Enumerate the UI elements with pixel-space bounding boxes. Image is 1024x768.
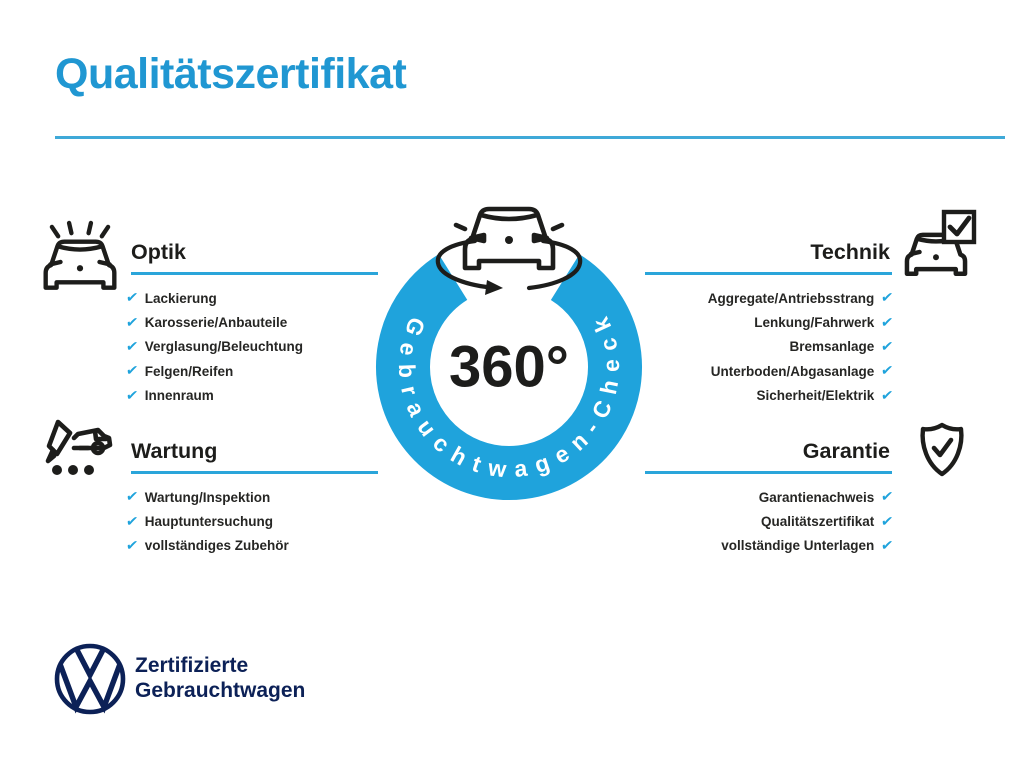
check-icon: ✔ xyxy=(124,290,139,307)
badge-ring-label: Gebrauchtwagen-Check xyxy=(393,313,625,483)
item-label: Bremsanlage xyxy=(789,339,875,355)
footer-line2: Gebrauchtwagen xyxy=(135,679,306,702)
item-label: Hauptuntersuchung xyxy=(144,514,273,530)
check-icon: ✔ xyxy=(124,513,139,530)
check-icon: ✔ xyxy=(880,290,895,307)
car-front-rotation-icon xyxy=(438,209,580,295)
check-icon: ✔ xyxy=(880,513,895,530)
section-heading-wartung: Wartung xyxy=(131,439,218,463)
check-icon: ✔ xyxy=(880,489,895,506)
section-heading-optik: Optik xyxy=(131,240,186,264)
shield-check-icon xyxy=(915,420,969,482)
page-title: Qualitätszertifikat xyxy=(55,50,407,98)
item-label: Sicherheit/Elektrik xyxy=(756,388,875,404)
vw-logo xyxy=(52,641,128,717)
item-label: Lenkung/Fahrwerk xyxy=(754,315,875,331)
item-label: Innenraum xyxy=(144,388,214,404)
footer-line1: Zertifizierte xyxy=(135,654,249,677)
check-icon: ✔ xyxy=(124,387,139,404)
car-checkbox-icon xyxy=(902,208,980,282)
check-icon: ✔ xyxy=(880,537,895,554)
wartung-underline xyxy=(131,471,378,474)
item-label: Garantienachweis xyxy=(758,489,875,505)
check-icon: ✔ xyxy=(124,314,139,331)
check-icon: ✔ xyxy=(124,338,139,355)
360-badge xyxy=(349,175,669,515)
optik-underline xyxy=(131,272,378,275)
section-heading-garantie: Garantie xyxy=(802,439,890,463)
garantie-underline xyxy=(645,471,892,474)
technik-underline xyxy=(645,272,892,275)
item-label: Verglasung/Beleuchtung xyxy=(144,339,304,355)
item-label: Karosserie/Anbauteile xyxy=(144,315,288,331)
sparkling-car-icon xyxy=(42,210,118,290)
section-heading-technik: Technik xyxy=(810,240,890,264)
item-label: Unterboden/Abgasanlage xyxy=(710,363,875,379)
check-icon: ✔ xyxy=(124,537,139,554)
check-icon: ✔ xyxy=(880,314,895,331)
check-icon: ✔ xyxy=(124,489,139,506)
item-label: vollständige Unterlagen xyxy=(721,538,875,554)
badge-degree-label: 360° xyxy=(449,334,569,400)
item-label: Felgen/Reifen xyxy=(144,363,234,379)
check-item xyxy=(126,534,436,558)
check-icon: ✔ xyxy=(880,338,895,355)
item-label: Aggregate/Antriebsstrang xyxy=(707,290,875,306)
footer-brand-text xyxy=(135,653,305,703)
service-checklist-van-icon xyxy=(40,412,118,488)
check-icon: ✔ xyxy=(124,363,139,380)
check-icon: ✔ xyxy=(880,363,895,380)
item-label: Lackierung xyxy=(144,290,217,306)
check-item xyxy=(583,534,893,558)
title-rule xyxy=(55,136,1005,139)
item-label: vollständiges Zubehör xyxy=(144,538,289,554)
item-label: Wartung/Inspektion xyxy=(144,489,271,505)
item-label: Qualitätszertifikat xyxy=(760,514,875,530)
check-icon: ✔ xyxy=(880,387,895,404)
